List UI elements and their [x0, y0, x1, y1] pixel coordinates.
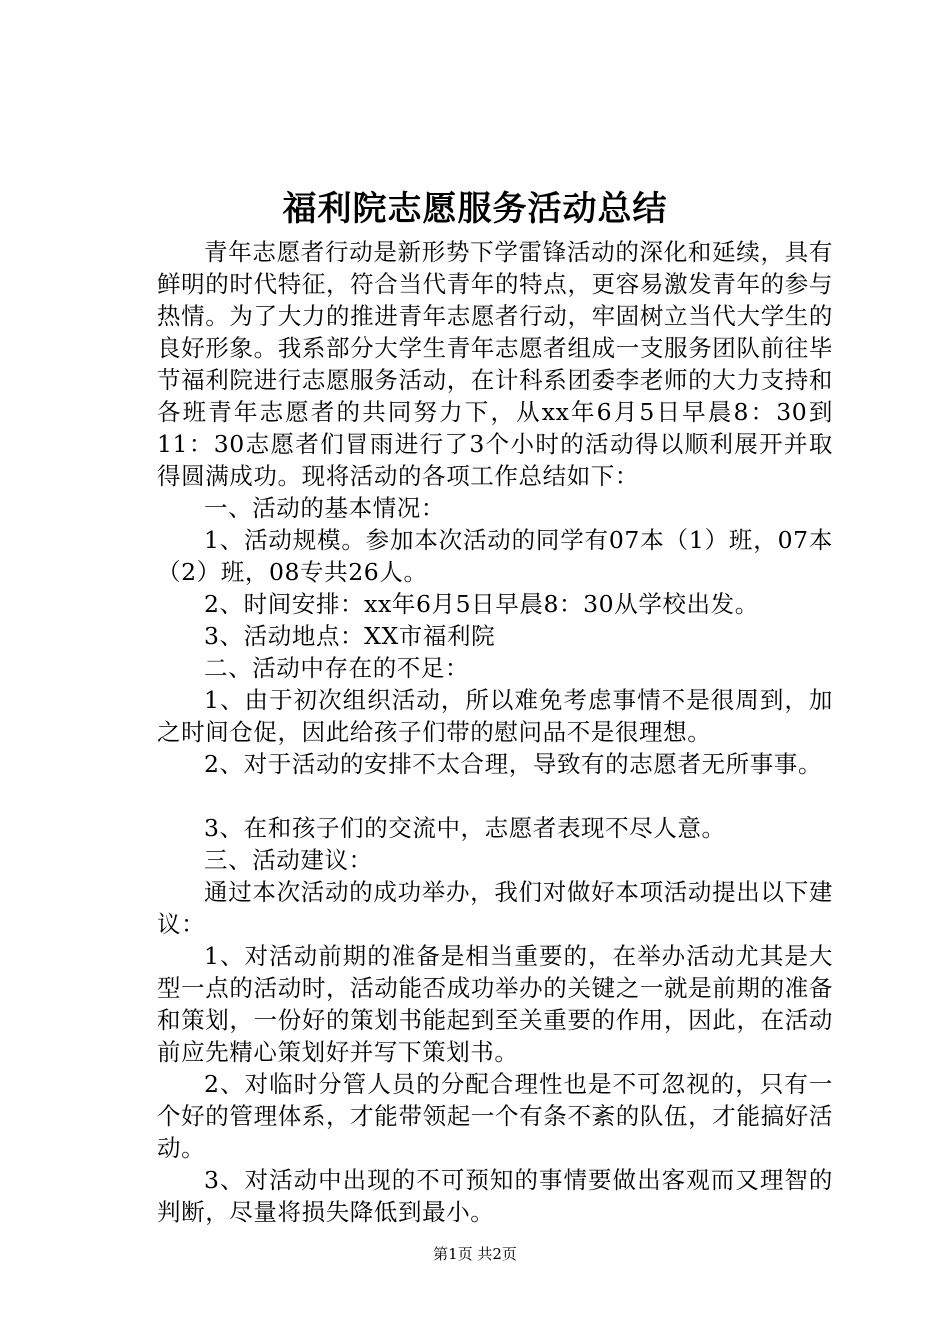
- document-title: 福利院志愿服务活动总结: [282, 189, 668, 229]
- paragraph-schedule: 2、时间安排：xx年6月5日早晨8：30从学校出发。: [204, 590, 759, 618]
- paragraph-suggestion-3: 3、对活动中出现的不可预知的事情要做出客观而又理智的判断，尽量将损失降低到最小。: [157, 1166, 833, 1226]
- paragraph-suggestion-1: 1、对活动前期的准备是相当重要的，在举办活动尤其是大型一点的活动时，活动能否成功举办的关键之一就是前期的准备和策划，一份好的策划书能起到至关重要的作用，因此，在活动前应先精心策划好并写下策划书。: [157, 942, 833, 1066]
- document-body: [157, 236, 833, 1228]
- page-footer: 第1页 共2页: [433, 1245, 517, 1263]
- paragraph-intro: 青年志愿者行动是新形势下学雷锋活动的深化和延续，具有鲜明的时代特征，符合当代青年的特点，更容易激发青年的参与热情。为了大力的推进青年志愿者行动，牢固树立当代大学生的良好形象。我系部分大学生青年志愿者组成一支服务团队前往毕节福利院进行志愿服务活动，在计科系团委李老师的大力支持和各班青年志愿者的共同努力下，从xx年6月5日早晨8：30到11：30志愿者们冒雨进行了3个小时的活动得以顺利展开并取得圆满成功。现将活动的各项工作总结如下：: [157, 238, 833, 490]
- paragraph-suggestion-2: 2、对临时分管人员的分配合理性也是不可忽视的，只有一个好的管理体系，才能带领起一个有条不紊的队伍，才能搞好活动。: [157, 1070, 833, 1162]
- paragraph-shortcoming-1: 1、由于初次组织活动，所以难免考虑事情不是很周到，加之时间仓促，因此给孩子们带的慰问品不是很理想。: [157, 686, 833, 746]
- paragraph-location: 3、活动地点：XX市福利院: [204, 622, 496, 650]
- section-heading-suggestions: 三、活动建议：: [204, 846, 373, 874]
- section-heading-basic-info: 一、活动的基本情况：: [204, 494, 445, 522]
- section-heading-shortcomings: 二、活动中存在的不足：: [204, 654, 470, 682]
- blank-line: [157, 780, 833, 812]
- paragraph-shortcoming-2: 2、对于活动的安排不太合理，导致有的志愿者无所事事。: [204, 750, 823, 778]
- paragraph-suggestion-intro: 通过本次活动的成功举办，我们对做好本项活动提出以下建议：: [157, 878, 833, 938]
- paragraph-scale: 1、活动规模。参加本次活动的同学有07本（1）班，07本（2）班，08专共26人。: [157, 526, 833, 586]
- paragraph-shortcoming-3: 3、在和孩子们的交流中，志愿者表现不尽人意。: [204, 814, 726, 842]
